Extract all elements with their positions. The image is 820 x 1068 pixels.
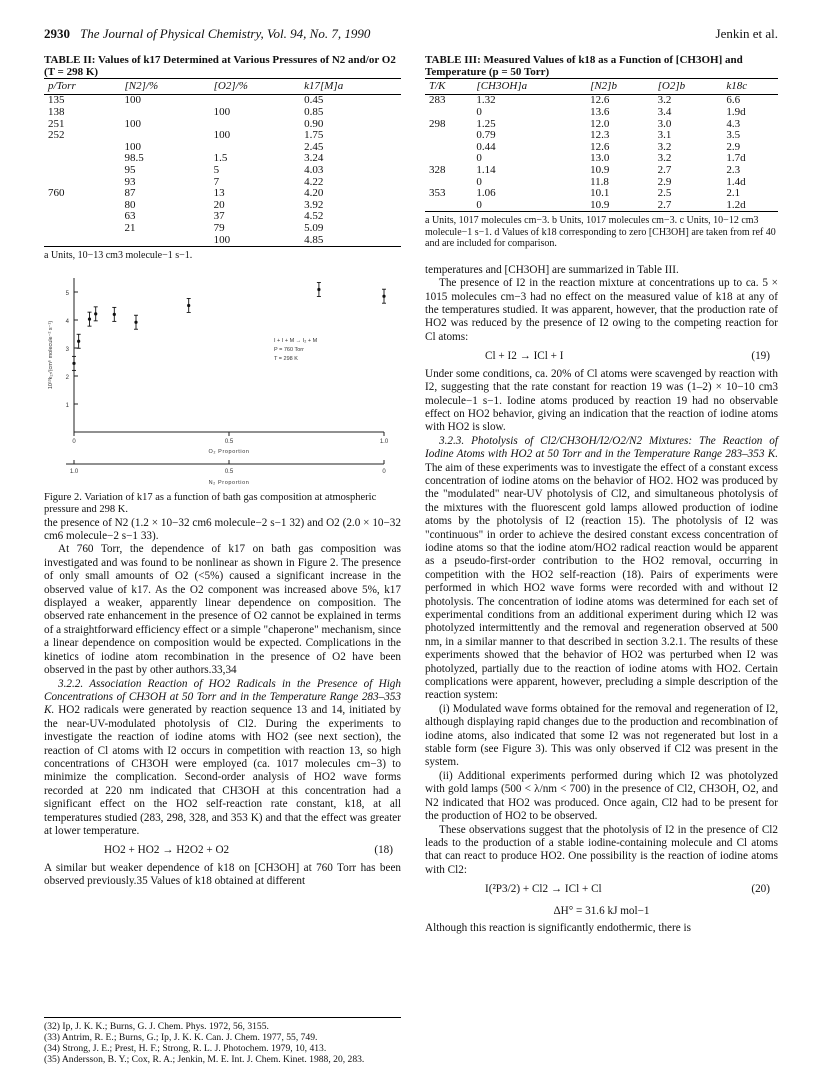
- table-cell: [44, 200, 121, 212]
- table-row: [44, 235, 401, 247]
- table-cell: 20: [213, 198, 225, 211]
- table-cell: 0.79: [476, 129, 496, 142]
- table-cell: 252: [48, 129, 65, 142]
- table-cell: 1.32: [476, 94, 496, 107]
- table-cell: 4.52: [304, 210, 324, 223]
- table-cell: 138: [48, 106, 65, 118]
- table-cell: 283: [429, 94, 446, 107]
- legend-text: T = 298 K: [274, 355, 298, 362]
- figure-2-plot: [44, 272, 401, 490]
- right-paragraph-4: The aim of these experiments was to investigate the effect of a constant excess concentration of iodine atoms on the behavior of HO2. HO2 was produced by the "modulated" near-UV photolysis of Cl2, and simultaneous photolysis of the mixtures with the fluorescent gold lamps allowed production of iodine atoms by the photolysis of I2 (reaction 15). The photolysis of I2 was "continuous" in order to achieve the desired constant excess concentration of iodine atoms so that the iodine atom/HO2 radical reaction would be apparent as a pseudo-first-order contribution to the HO2 removal, occurring in competition with the HO2 self-reaction (18). Pairs of experiments were performed in which HO2 wave forms were recorded with and without I2 photolysis. The concentration of iodine atoms was determined for each set of experimental conditions from an additional experiment during which I2 was photolyzed intermittently and the removal and regeneration observed at 500 nm, in a similar manner to that described in section 3.2.1. The results of these experiments showed that the behavior of HO2 was perturbed when I2 was photolyzed, partially due to the reaction of iodine atoms with HO2. Certain complications were apparent, however, precluding a simple description of the reaction system:: [425, 461, 778, 702]
- n2-tick-label: 1.0: [69, 468, 79, 475]
- table3-caption: TABLE III: Measured Values of k18 as a Function of [CH3OH] and Temperature (p = 50 Torr): [425, 54, 743, 78]
- right-column: [425, 54, 778, 935]
- table-cell: 95: [124, 163, 136, 176]
- table-row: [44, 153, 401, 165]
- table-cell: 353: [429, 187, 446, 200]
- left-paragraph-2: At 760 Torr, the dependence of k17 on bath gas composition was investigated and was found to be nonlinear as shown in Figure 2. The presence of only small amounts of O2 (<5%) caused a significant increase in the observed value of k17. As the O2 component was increased above 5%, k17 displayed a weaker, apparently linear dependence on composition. The observed rate enhancement in the presence of O2 cannot be explained in terms of a straightforward efficiency effect or a simple "chaperone" mechanism, since a linear dependence on composition would be expected. Complications in the kinetics of iodine atom recombination in the presence of O2 have been observed in the past by other authors.33,34: [44, 543, 401, 677]
- table-cell: [44, 165, 121, 177]
- table-cell: 21: [124, 221, 136, 234]
- table-cell: 100: [213, 129, 231, 142]
- table3-header-4: k18c: [722, 79, 778, 95]
- table2-caption: TABLE II: Values of k17 Determined at Various Pressures of N2 and/or O2 (T = 298 K): [44, 54, 396, 78]
- table-cell: 100: [213, 106, 231, 118]
- page-header: [44, 26, 778, 46]
- equation-18-number: (18): [374, 844, 393, 857]
- table-cell: 79: [213, 221, 225, 234]
- table-cell: 4.85: [300, 235, 401, 247]
- table-cell: 328: [429, 163, 446, 176]
- table-cell: 1.25: [476, 117, 496, 130]
- data-point: [382, 294, 385, 297]
- o2-axis-label: O₂ Proportion: [208, 448, 250, 455]
- right-paragraph-7: These observations suggest that the photolysis of I2 in the presence of Cl2 leads to the production of a stable iodine-containing molecule and Cl atoms that can react to produce HO2. One possibility is the reaction of iodine atoms with Cl2:: [425, 823, 778, 876]
- table-cell: 3.92: [304, 198, 324, 211]
- table-cell: 0.90: [304, 117, 324, 130]
- table-row: [425, 107, 778, 119]
- data-point: [72, 361, 75, 364]
- reference-34: (34) Strong, J. E.; Prest, H. F.; Strong, R. L. J. Photochem. 1979, 10, 413.: [44, 1043, 327, 1054]
- table-cell: 1.7d: [726, 152, 746, 165]
- table-cell: 63: [124, 210, 136, 223]
- table-row: [44, 130, 401, 142]
- table2: [44, 78, 401, 247]
- data-point: [94, 312, 97, 315]
- figure-2: [44, 272, 401, 490]
- right-paragraph-6: (ii) Additional experiments performed during which I2 was photolyzed with gold lamps (500 < λ/nm < 700) in the presence of Cl2, CH3OH, O2, and N2 indicated that HO2 was produced. Once again, Cl2 had to be present for the production of HO2 to be observed.: [425, 769, 778, 823]
- table-cell: 2.9: [726, 140, 741, 153]
- table-cell: [44, 142, 121, 154]
- y-tick-label: 4: [65, 318, 69, 325]
- table-cell: [425, 200, 472, 212]
- table-cell: 4.03: [304, 163, 324, 176]
- table-cell: 13: [213, 187, 225, 200]
- table-cell: 0.85: [304, 106, 324, 118]
- table-cell: 13.0: [590, 152, 610, 165]
- table2-header-2: [O2]/%: [210, 79, 300, 95]
- table-cell: 0: [472, 200, 586, 212]
- o2-tick-label: 0: [72, 438, 76, 445]
- table-cell: 135: [48, 94, 65, 107]
- right-paragraph-2: The presence of I2 in the reaction mixture at concentrations up to ca. 5 × 1015 molecules cm−3 had no effect on the measured value of k18 at any of the temperatures studied. It was apparent, however, that the production rate of HO2 was reduced by the presence of I2 owing to the competing reaction for Cl atoms:: [425, 277, 778, 343]
- table-cell: 3.4: [657, 106, 672, 118]
- equation-19-number: (19): [751, 350, 770, 363]
- table2-footnote: a Units, 10−13 cm3 molecule−1 s−1.: [44, 250, 193, 262]
- table-row: [44, 223, 401, 235]
- table-cell: [425, 142, 472, 154]
- table-cell: 2.1: [726, 187, 741, 200]
- table-cell: 80: [124, 198, 136, 211]
- y-tick-label: 3: [65, 346, 69, 353]
- table3-header-0: T/K: [425, 79, 472, 95]
- equation-19: [425, 344, 778, 367]
- table-cell: 87: [124, 187, 136, 200]
- journal-name: The Journal of Physical Chemistry, Vol. 94, No. 7, 1990: [80, 26, 371, 41]
- table-cell: [44, 211, 121, 223]
- data-point: [88, 317, 91, 320]
- table-cell: 1.2d: [722, 200, 778, 212]
- table3-header-3: [O2]b: [654, 79, 723, 95]
- right-paragraph-8: Although this reaction is significantly endothermic, there is: [425, 921, 691, 934]
- table-cell: 6.6: [726, 94, 741, 107]
- left-paragraph-1: the presence of N2 (1.2 × 10−32 cm6 molecule−2 s−1 32) and O2 (2.0 × 10−32 cm6 molecule−2 s−1 33).: [44, 516, 401, 543]
- o2-tick-label: 0.5: [224, 438, 234, 445]
- table-cell: [425, 130, 472, 142]
- table3-footnote: a Units, 1017 molecules cm−3. b Units, 1017 molecules cm−3. c Units, 10−12 cm3 molecule−1 s−1. d Values of k18 corresponding to zero [CH3OH] are taken from ref 40 and are included for comparison.: [425, 215, 776, 250]
- data-point: [317, 288, 320, 291]
- table2-header-1: [N2]/%: [121, 79, 210, 95]
- table-cell: 12.6: [590, 94, 610, 107]
- legend-text: I + I + M → I₂ + M: [274, 337, 318, 344]
- table-cell: [44, 235, 121, 247]
- table-cell: 2.45: [304, 140, 324, 153]
- table3-header-2: [N2]b: [586, 79, 654, 95]
- left-paragraph-3: HO2 radicals were generated by reaction sequence 13 and 14, initiated by the near-UV-modulated photolysis of Cl2. During the experiments to investigate the reaction of iodine atoms with HO2 (see next section), the reaction of Cl atoms with I2 occurs in competition with reaction 13, so high concentrations of CH3OH were employed (ca. 1017 molecules cm−3) to minimize the complication. Second-order analysis of HO2 wave forms recorded at 220 nm indicated that CH3OH at this concentration had a significant effect on the HO2 self-reaction rate constant, k18, at all temperatures studied (283, 298, 328, and 353 K) and that the effect was greater at lower temperature.: [44, 704, 401, 837]
- table-cell: 3.5: [726, 129, 741, 142]
- table-cell: 13.6: [590, 106, 610, 118]
- table-cell: 98.5: [124, 152, 144, 165]
- left-paragraph-4: A similar but weaker dependence of k18 on [CH3OH] at 760 Torr has been observed previously.35 Values of k18 obtained at different: [44, 861, 401, 888]
- table-cell: 4.20: [304, 187, 324, 200]
- data-point: [187, 303, 190, 306]
- table-cell: 1.14: [476, 163, 496, 176]
- table-cell: 12.3: [590, 129, 610, 142]
- table-cell: 3.2: [657, 152, 672, 165]
- equation-20: [425, 877, 778, 900]
- table-cell: 5.09: [304, 221, 324, 234]
- figure-2-caption: Figure 2. Variation of k17 as a function of bath gas composition at atmospheric pressure and 298 K.: [44, 491, 377, 516]
- table-row: [425, 165, 778, 177]
- table-cell: 0: [476, 106, 482, 118]
- table-cell: 100: [124, 117, 142, 130]
- right-paragraph-3: Under some conditions, ca. 20% of Cl atoms were scavenged by reaction with I2, suggesting that the rate constant for reaction 19 was (1–2) × 10−10 cm3 molecule−1 s−1. Iodine atoms produced by reaction 19 had no observable effect on HO2 behavior, giving an indication that the reaction of iodine atoms with HO2 is slow.: [425, 367, 778, 434]
- references: [44, 1017, 401, 1065]
- table-cell: 0.44: [476, 140, 496, 153]
- enthalpy-line: ΔH° = 31.6 kJ mol−1: [553, 904, 650, 917]
- table-cell: 11.8: [590, 175, 609, 188]
- table3-header-1: [CH3OH]a: [472, 79, 586, 95]
- section-heading-323: 3.2.3. Photolysis of Cl2/CH3OH/I2/O2/N2 Mixtures: The Reaction of Iodine Atoms with HO2 at 50 Torr and in the Temperature Range 283–353 K.: [425, 434, 778, 461]
- table-cell: 3.0: [657, 117, 672, 130]
- table-cell: 2.7: [657, 163, 672, 176]
- table-row: [44, 107, 401, 119]
- table-row: [44, 188, 401, 200]
- reference-35: (35) Andersson, B. Y.; Cox, R. A.; Jenkin, M. E. Int. J. Chem. Kinet. 1988, 20, 283.: [44, 1054, 365, 1065]
- table3: [425, 78, 778, 212]
- table-cell: 100: [210, 235, 300, 247]
- data-point: [77, 339, 80, 342]
- table-cell: 1.75: [304, 129, 324, 142]
- table-cell: 2.3: [726, 163, 741, 176]
- y-tick-label: 2: [65, 374, 69, 381]
- table-cell: [121, 235, 210, 247]
- table-cell: 5: [213, 163, 220, 176]
- equation-19-text: Cl + I2 → ICl + I: [485, 350, 564, 363]
- equation-18-text: HO2 + HO2 → H2O2 + O2: [104, 844, 230, 857]
- n2-axis-label: N₂ Proportion: [208, 479, 250, 486]
- table-cell: 7: [213, 175, 220, 188]
- table-cell: 251: [48, 117, 65, 130]
- table-cell: 10.1: [590, 187, 610, 200]
- table-cell: 3.1: [657, 129, 672, 142]
- table-row: [44, 165, 401, 177]
- table-cell: 298: [429, 117, 446, 130]
- n2-tick-label: 0: [382, 468, 386, 475]
- table-cell: [44, 223, 121, 235]
- y-tick-label: 1: [65, 402, 69, 409]
- table-row: [425, 188, 778, 200]
- table2-header-0: p/Torr: [44, 79, 121, 95]
- section-heading-322: 3.2.2. Association Reaction of HO2 Radicals in the Presence of High Concentrations of CH3OH at 50 Torr and in the Temperature Range 283–353 K.: [44, 677, 401, 717]
- right-paragraph-1: temperatures and [CH3OH] are summarized in Table III.: [425, 263, 679, 276]
- table-cell: 93: [124, 175, 136, 188]
- legend-text: P = 760 Torr: [274, 346, 304, 353]
- table-cell: 0.45: [304, 94, 324, 107]
- table-cell: 1.5: [213, 152, 228, 165]
- reference-32: (32) Ip, J. K. K.; Burns, G. J. Chem. Phys. 1972, 56, 3155.: [44, 1021, 269, 1032]
- table-cell: 100: [124, 140, 142, 153]
- o2-tick-label: 1.0: [379, 438, 389, 445]
- table-cell: 2.9: [657, 175, 672, 188]
- table-cell: 4.3: [726, 117, 741, 130]
- n2-tick-label: 0.5: [224, 468, 234, 475]
- data-point: [113, 312, 116, 315]
- running-authors: Jenkin et al.: [715, 26, 778, 41]
- table-cell: 12.6: [590, 140, 610, 153]
- table-cell: 12.0: [590, 117, 610, 130]
- table-cell: 0: [476, 152, 482, 165]
- table-cell: [121, 107, 210, 119]
- page-number: 2930: [44, 26, 70, 41]
- equation-20-text: I(²P3/2) + Cl2 → ICl + Cl: [485, 883, 602, 896]
- table-cell: 10.9: [590, 163, 610, 176]
- table-cell: 760: [48, 187, 65, 200]
- table-cell: 0: [476, 175, 482, 188]
- table-row: [425, 200, 778, 212]
- reference-33: (33) Antrim, R. E.; Burns, G.; Ip, J. K. K. Can. J. Chem. 1977, 55, 749.: [44, 1032, 318, 1043]
- equation-18: [44, 838, 401, 861]
- equation-20-number: (20): [751, 883, 770, 896]
- table-cell: 100: [124, 94, 142, 107]
- table2-header-3: k17[M]a: [300, 79, 401, 95]
- table-cell: 37: [213, 210, 225, 223]
- table-cell: 1.9d: [726, 106, 746, 118]
- y-axis-label: 10¹³k₁₇/(cm⁶ molecule⁻² s⁻¹): [48, 320, 54, 389]
- table-cell: 3.2: [657, 140, 672, 153]
- table-cell: 2.5: [657, 187, 672, 200]
- table-cell: [44, 153, 121, 165]
- table-cell: 4.22: [304, 175, 324, 188]
- table-cell: 2.7: [654, 200, 723, 212]
- left-column: [44, 54, 401, 889]
- table-cell: 1.06: [476, 187, 496, 200]
- table-cell: 10.9: [586, 200, 654, 212]
- table-cell: 1.4d: [726, 175, 746, 188]
- data-point: [134, 320, 137, 323]
- table-cell: 3.24: [304, 152, 324, 165]
- right-paragraph-5: (i) Modulated wave forms obtained for the removal and regeneration of I2, although displaying rapid changes due to the production and recombination of iodine atoms, also indicated that some I2 was not regenerated but lost in a stable form (see Figure 3). This was only observed if Cl2 was present in the system.: [425, 702, 778, 769]
- table-cell: [425, 107, 472, 119]
- y-tick-label: 5: [65, 290, 69, 297]
- table-cell: 3.2: [657, 94, 672, 107]
